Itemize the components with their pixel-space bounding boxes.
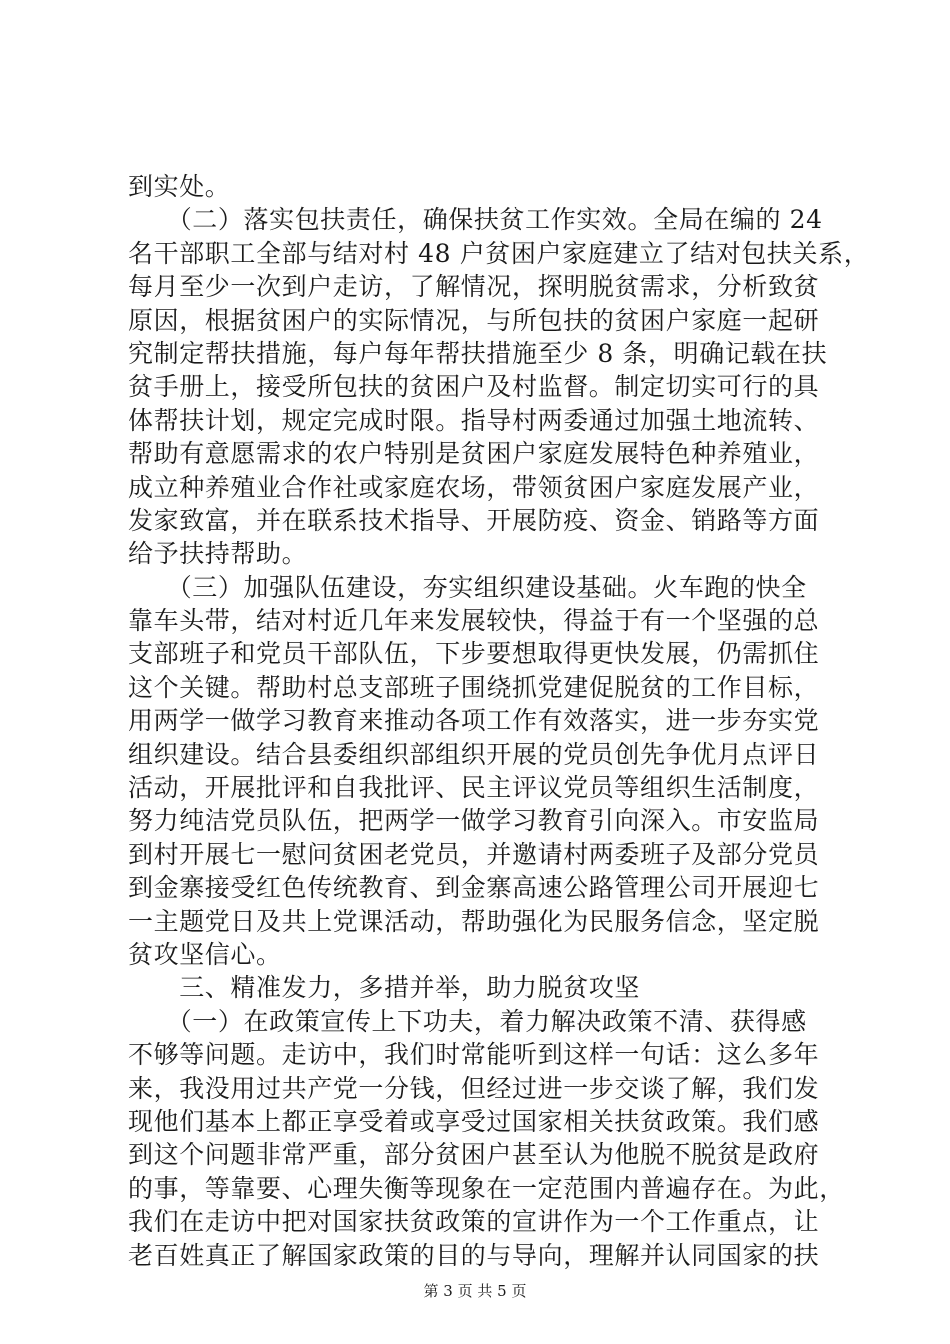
text-line: 给予扶持帮助。 (128, 539, 308, 569)
text-line: 不够等问题。走访中，我们时常能听到这样一句话：这么多年 (128, 1040, 820, 1070)
text-line: 到村开展七一慰问贫困老党员，并邀请村两委班子及部分党员 (128, 839, 820, 869)
text-line: （二）落实包扶责任，确保扶贫工作实效。全局在编的 24 (128, 205, 823, 235)
text-line: 体帮扶计划，规定完成时限。指导村两委通过加强土地流转、 (128, 405, 820, 435)
page-footer (0, 1281, 950, 1301)
body-text (128, 170, 870, 1272)
text-line: 到这个问题非常严重，部分贫困户甚至认为他脱不脱贫是政府 (128, 1140, 820, 1170)
text-line: 原因，根据贫困户的实际情况，与所包扶的贫困户家庭一起研 (128, 305, 820, 335)
page-number-label: 第 3 页 共 5 页 (423, 1282, 527, 1300)
text-line: 我们在走访中把对国家扶贫政策的宣讲作为一个工作重点，让 (128, 1207, 820, 1237)
text-line: 用两学一做学习教育来推动各项工作有效落实，进一步夯实党 (128, 706, 820, 736)
text-line: 这个关键。帮助村总支部班子围绕抓党建促脱贫的工作目标， (128, 672, 820, 702)
text-line: 贫攻坚信心。 (128, 939, 282, 969)
text-line: 靠车头带，结对村近几年来发展较快，得益于有一个坚强的总 (128, 606, 820, 636)
text-line: 贫手册上，接受所包扶的贫困户及村监督。制定切实可行的具 (128, 372, 820, 402)
text-line: 支部班子和党员干部队伍，下步要想取得更快发展，仍需抓住 (128, 639, 820, 669)
text-line: 名干部职工全部与结对村 48 户贫困户家庭建立了结对包扶关系， (128, 238, 870, 268)
text-line: 究制定帮扶措施，每户每年帮扶措施至少 8 条，明确记载在扶 (128, 338, 828, 368)
text-line: 到实处。 (128, 172, 231, 201)
text-line: 成立种养殖业合作社或家庭农场，带领贫困户家庭发展产业， (128, 472, 820, 502)
section-heading: 三、精准发力，多措并举，助力脱贫攻坚 (128, 973, 641, 1003)
text-line: 帮助有意愿需求的农户特别是贫困户家庭发展特色种养殖业， (128, 439, 820, 469)
text-line: （一）在政策宣传上下功夫，着力解决政策不清、获得感 (128, 1006, 807, 1036)
text-line: 现他们基本上都正享受着或享受过国家相关扶贫政策。我们感 (128, 1106, 820, 1136)
text-line: 组织建设。结合县委组织部组织开展的党员创先争优月点评日 (128, 739, 820, 769)
text-line: 来，我没用过共产党一分钱，但经过进一步交谈了解，我们发 (128, 1073, 820, 1103)
text-line: 每月至少一次到户走访，了解情况，探明脱贫需求，分析致贫 (128, 272, 820, 302)
text-line: 一主题党日及共上党课活动，帮助强化为民服务信念，坚定脱 (128, 906, 820, 936)
text-line: 发家致富，并在联系技术指导、开展防疫、资金、销路等方面 (128, 505, 820, 535)
text-line: （三）加强队伍建设，夯实组织建设基础。火车跑的快全 (128, 572, 807, 602)
text-line: 的事，等靠要、心理失衡等现象在一定范围内普遍存在。为此， (128, 1173, 845, 1203)
text-line: 到金寨接受红色传统教育、到金寨高速公路管理公司开展迎七 (128, 873, 820, 903)
text-line: 努力纯洁党员队伍，把两学一做学习教育引向深入。市安监局 (128, 806, 820, 836)
text-line: 活动，开展批评和自我批评、民主评议党员等组织生活制度， (128, 773, 820, 803)
text-line: 老百姓真正了解国家政策的目的与导向，理解并认同国家的扶 (128, 1240, 820, 1270)
